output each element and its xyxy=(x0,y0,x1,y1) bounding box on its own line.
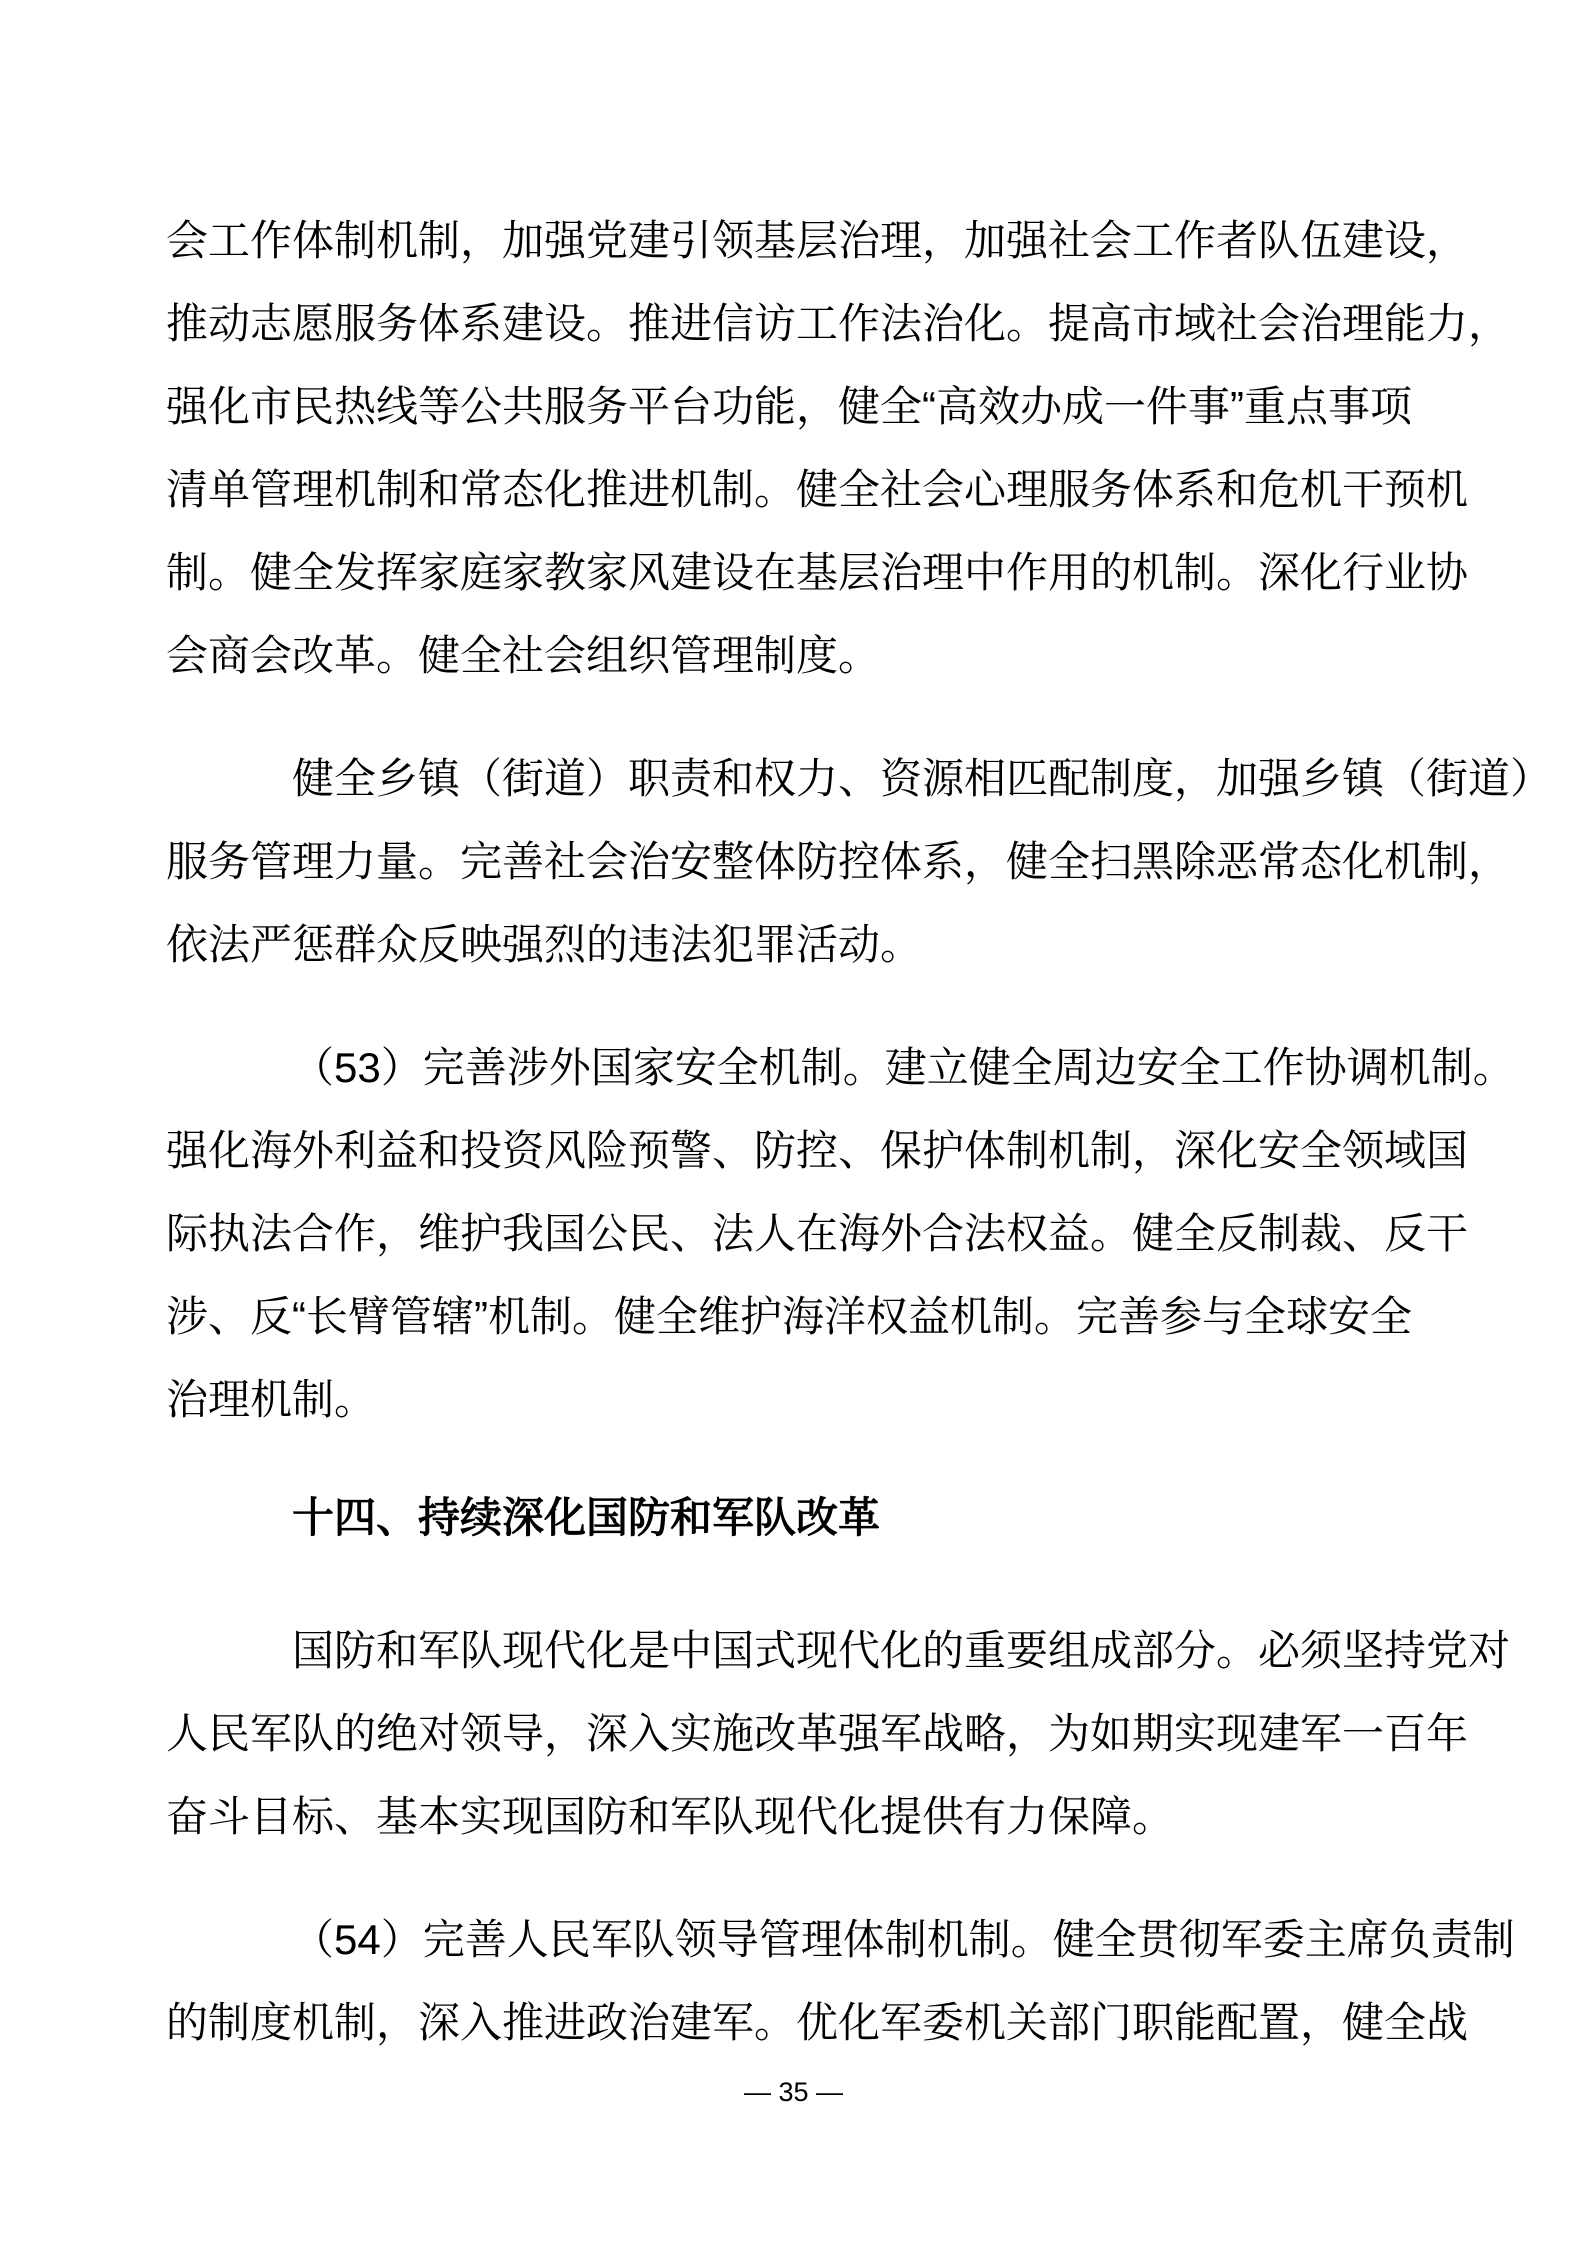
text-line: 会商会改革。健全社会组织管理制度。 xyxy=(166,632,881,679)
section-heading-14: 十四、持续深化国防和军队改革 xyxy=(292,1494,881,1541)
text-line: 奋斗目标、基本实现国防和军队现代化提供有力保障。 xyxy=(166,1793,1175,1840)
text-line: （53）完善涉外国家安全机制。建立健全周边安全工作协调机制。 xyxy=(292,1044,1515,1091)
text-line: 健全乡镇（街道）职责和权力、资源相匹配制度，加强乡镇（街道） xyxy=(292,755,1553,802)
paragraph-social-governance xyxy=(166,199,1511,697)
text-line: 际执法合作，维护我国公民、法人在海外合法权益。健全反制裁、反干 xyxy=(166,1210,1469,1257)
page-number: — 35 — xyxy=(743,2077,844,2107)
paragraph-53-foreign-security xyxy=(166,1026,1515,1441)
text-line: 强化海外利益和投资风险预警、防控、保护体制机制，深化安全领域国 xyxy=(166,1127,1469,1174)
text-line: 的制度机制，深入推进政治建军。优化军委机关部门职能配置，健全战 xyxy=(166,1999,1469,2046)
text-line: 涉、反“长臂管辖”机制。健全维护海洋权益机制。完善参与全球安全 xyxy=(166,1293,1412,1340)
text-line: 国防和军队现代化是中国式现代化的重要组成部分。必须坚持党对 xyxy=(292,1627,1511,1674)
paragraph-township-services xyxy=(166,737,1553,986)
text-line: 会工作体制机制，加强党建引领基层治理，加强社会工作者队伍建设， xyxy=(166,217,1469,264)
text-line: 服务管理力量。完善社会治安整体防控体系，健全扫黑除恶常态化机制， xyxy=(166,838,1511,885)
text-line: 依法严惩群众反映强烈的违法犯罪活动。 xyxy=(166,921,923,968)
text-line: 制。健全发挥家庭家教家风建设在基层治理中作用的机制。深化行业协 xyxy=(166,549,1469,596)
text-line: 强化市民热线等公共服务平台功能，健全“高效办成一件事”重点事项 xyxy=(166,383,1412,430)
text-line: 人民军队的绝对领导，深入实施改革强军战略，为如期实现建军一百年 xyxy=(166,1710,1469,1757)
text-line: （54）完善人民军队领导管理体制机制。健全贯彻军委主席负责制 xyxy=(292,1916,1515,1963)
paragraph-54-military-leadership xyxy=(166,1898,1515,2064)
paragraph-national-defense-intro xyxy=(166,1609,1511,1858)
text-line: 治理机制。 xyxy=(166,1376,377,1423)
text-line: 清单管理机制和常态化推进机制。健全社会心理服务体系和危机干预机 xyxy=(166,466,1469,513)
text-line: 推动志愿服务体系建设。推进信访工作法治化。提高市域社会治理能力， xyxy=(166,300,1511,347)
page-content xyxy=(166,199,1553,2064)
